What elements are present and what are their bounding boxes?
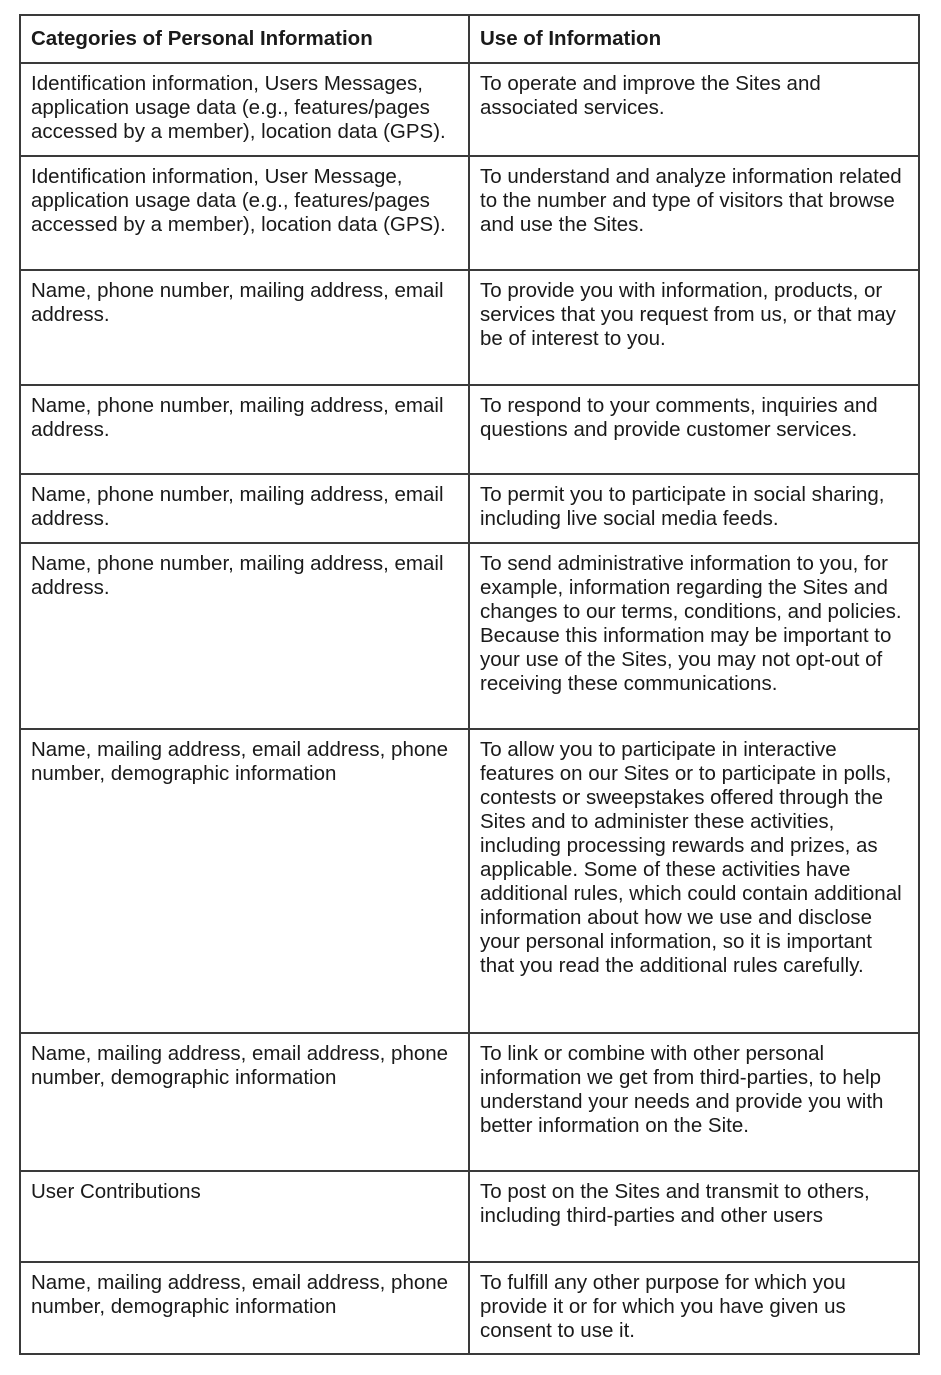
table-row — [20, 63, 919, 156]
column-header-categories: Categories of Personal Information — [20, 15, 469, 63]
table-row — [20, 385, 919, 474]
table-row — [20, 474, 919, 543]
category-cell: Identification information, Users Messages, application usage data (e.g., features/pages accessed by a member), location data (GPS). — [20, 63, 469, 156]
column-header-use: Use of Information — [469, 15, 919, 63]
category-cell: Name, mailing address, email address, phone number, demographic information — [20, 729, 469, 1033]
category-cell: Name, phone number, mailing address, email address. — [20, 474, 469, 543]
category-cell: Identification information, User Message, application usage data (e.g., features/pages accessed by a member), location data (GPS). — [20, 156, 469, 270]
table-row — [20, 156, 919, 270]
table-row — [20, 543, 919, 729]
category-cell: Name, phone number, mailing address, email address. — [20, 385, 469, 474]
category-cell: Name, mailing address, email address, phone number, demographic information — [20, 1033, 469, 1171]
use-cell: To permit you to participate in social sharing, including live social media feeds. — [469, 474, 919, 543]
use-cell: To link or combine with other personal information we get from third-parties, to help understand your needs and provide you with better information on the Site. — [469, 1033, 919, 1171]
use-cell: To operate and improve the Sites and associated services. — [469, 63, 919, 156]
table-row — [20, 1262, 919, 1354]
use-cell: To understand and analyze information related to the number and type of visitors that browse and use the Sites. — [469, 156, 919, 270]
category-cell: Name, phone number, mailing address, email address. — [20, 543, 469, 729]
table-row — [20, 1033, 919, 1171]
table-row — [20, 1171, 919, 1262]
personal-information-table — [19, 14, 920, 1355]
use-cell: To fulfill any other purpose for which you provide it or for which you have given us consent to use it. — [469, 1262, 919, 1354]
use-cell: To allow you to participate in interactive features on our Sites or to participate in polls, contests or sweepstakes offered through the Sites and to administer these activities, including processing rewards and prizes, as applicable. Some of these activities have additional rules, which could contain additional information about how we use and disclose your personal information, so it is important that you read the additional rules carefully. — [469, 729, 919, 1033]
table-row — [20, 729, 919, 1033]
category-cell: Name, phone number, mailing address, email address. — [20, 270, 469, 385]
use-cell: To post on the Sites and transmit to others, including third-parties and other users — [469, 1171, 919, 1262]
table-row — [20, 270, 919, 385]
category-cell: User Contributions — [20, 1171, 469, 1262]
use-cell: To provide you with information, products, or services that you request from us, or that may be of interest to you. — [469, 270, 919, 385]
use-cell: To send administrative information to you, for example, information regarding the Sites and changes to our terms, conditions, and policies. Because this information may be important to your use of the Sites, you may not opt-out of receiving these communications. — [469, 543, 919, 729]
table-header-row — [20, 15, 919, 63]
use-cell: To respond to your comments, inquiries and questions and provide customer services. — [469, 385, 919, 474]
category-cell: Name, mailing address, email address, phone number, demographic information — [20, 1262, 469, 1354]
